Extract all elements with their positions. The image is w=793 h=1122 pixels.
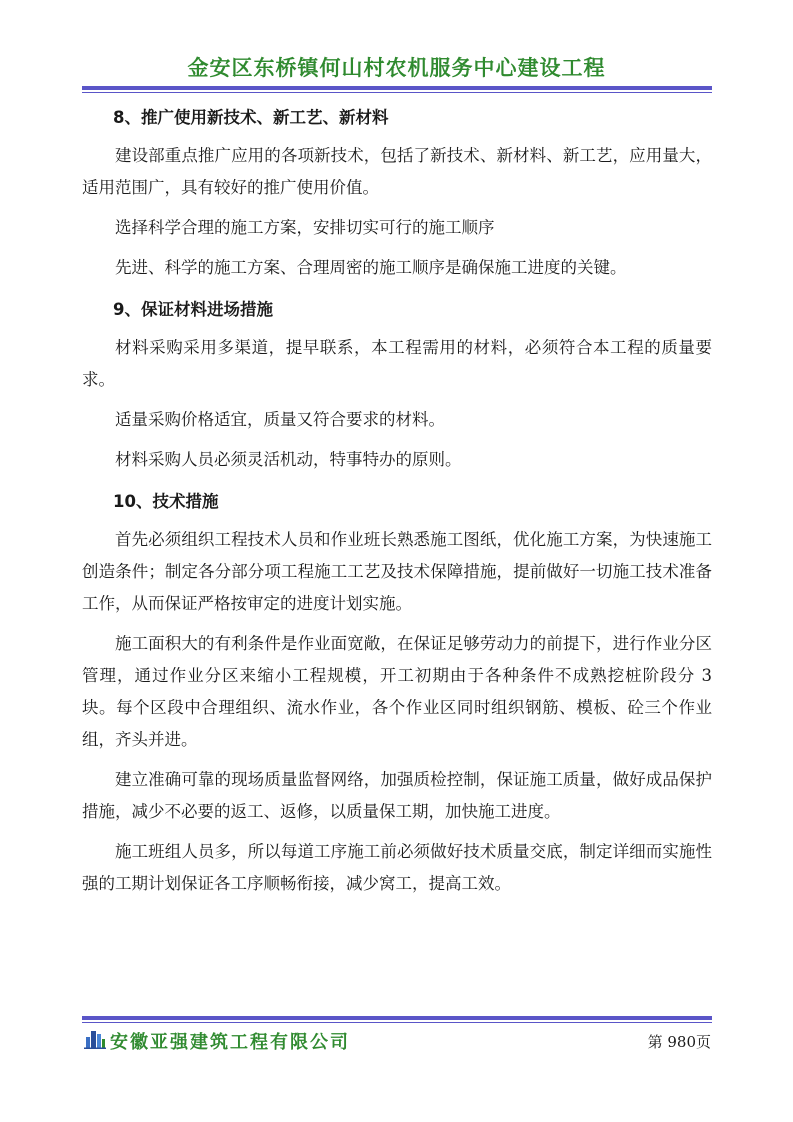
footer-company-name: 安徽亚强建筑工程有限公司 <box>110 1032 350 1053</box>
footer-rule-thick <box>82 1016 712 1020</box>
section-10 <box>82 484 712 900</box>
paragraph: 施工班组人员多，所以每道工序施工前必须做好技术质量交底，制定详细而实施性强的工期计划保证各工序顺畅衔接，减少窝工，提高工效。 <box>82 842 712 893</box>
document-header-title: 金安区东桥镇何山村农机服务中心建设工程 <box>187 56 606 80</box>
section-heading: 10、技术措施 <box>113 492 219 511</box>
paragraph: 适量采购价格适宜，质量又符合要求的材料。 <box>115 410 445 429</box>
paragraph: 首先必须组织工程技术人员和作业班长熟悉施工图纸，优化施工方案，为快速施工创造条件；制定各分部分项工程施工工艺及技术保障措施，提前做好一切施工技术准备工作，从而保证严格按审定的进度计划实施。 <box>82 530 712 613</box>
paragraph: 材料采购采用多渠道，提早联系，本工程需用的材料，必须符合本工程的质量要求。 <box>82 338 712 389</box>
paragraph: 材料采购人员必须灵活机动，特事特办的原则。 <box>115 450 462 469</box>
footer-rule-thin <box>82 1022 712 1023</box>
section-8 <box>82 100 712 284</box>
document-body <box>82 100 712 908</box>
section-heading: 9、保证材料进场措施 <box>113 300 273 319</box>
paragraph: 施工面积大的有利条件是作业面宽敞，在保证足够劳动力的前提下，进行作业分区管理，通过作业分区来缩小工程规模，开工初期由于各种条件不成熟挖桩阶段分 3 块。每个区段中合理组织、流水作业，各个作业区同时组织钢筋、模板、砼三个作业组，齐头并进。 <box>82 634 712 749</box>
building-logo-icon <box>84 1027 106 1049</box>
section-heading: 8、推广使用新技术、新工艺、新材料 <box>113 108 389 127</box>
paragraph: 建设部重点推广应用的各项新技术，包括了新技术、新材料、新工艺，应用量大，适用范围广，具有较好的推广使用价值。 <box>82 146 712 197</box>
section-9 <box>82 292 712 476</box>
paragraph: 先进、科学的施工方案、合理周密的施工顺序是确保施工进度的关键。 <box>115 258 627 277</box>
header-rule-thin <box>82 92 712 93</box>
paragraph: 选择科学合理的施工方案，安排切实可行的施工顺序 <box>115 218 495 237</box>
header-rule-thick <box>82 86 712 90</box>
paragraph: 建立准确可靠的现场质量监督网络，加强质检控制，保证施工质量，做好成品保护措施，减少不必要的返工、返修，以质量保工期，加快施工进度。 <box>82 770 712 821</box>
page-number: 第 980页 <box>647 1033 711 1051</box>
